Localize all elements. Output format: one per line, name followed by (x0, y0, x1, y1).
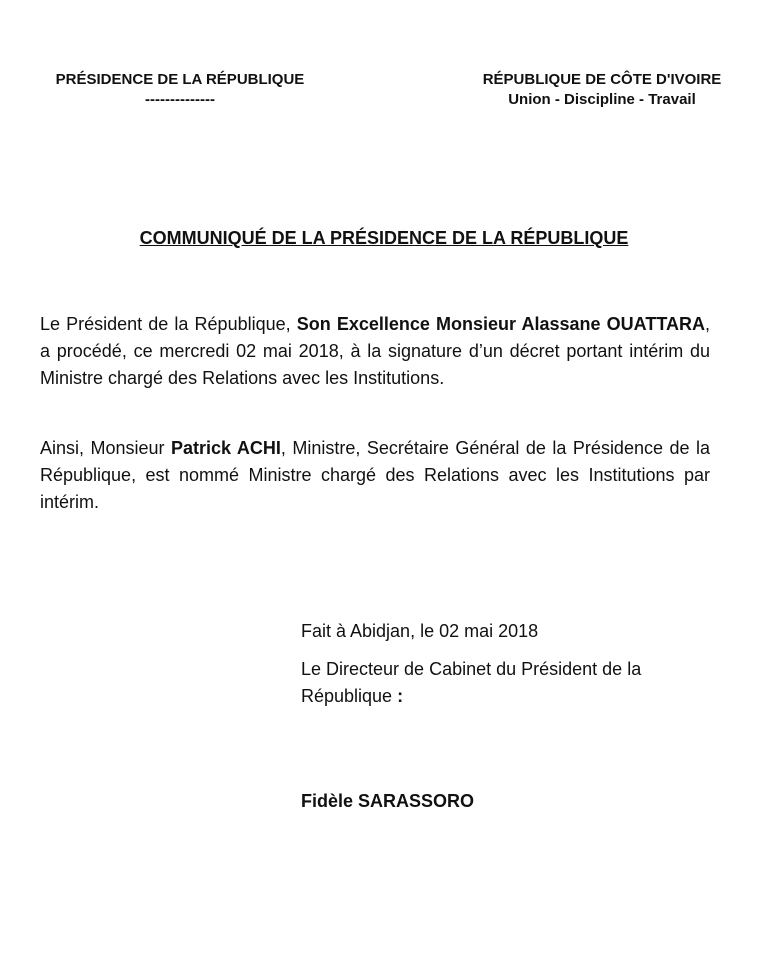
p1-text-b: , a procédé, ce mercredi 02 mai 2018, à la signature d’un décret portant intérim du Ministre chargé des Relations avec les Institutions. (40, 314, 710, 388)
p2-text-b: , Ministre, Secrétaire Général de la Présidence de la République, est nommé Ministre chargé des Relations avec les Institutions par intérim. (40, 438, 710, 512)
signatory-role (301, 656, 721, 710)
communique-title: COMMUNIQUÉ DE LA PRÉSIDENCE DE LA RÉPUBLIQUE (139, 228, 629, 248)
signatory-role-text: Le Directeur de Cabinet du Président de la République (301, 659, 642, 706)
issuer-title: PRÉSIDENCE DE LA RÉPUBLIQUE (55, 71, 305, 88)
p2-text-a: Ainsi, Monsieur (40, 438, 172, 458)
country-header (476, 70, 728, 110)
paragraph-signature-decree (40, 311, 710, 392)
country-title: RÉPUBLIQUE DE CÔTE D'IVOIRE (482, 71, 722, 88)
p1-text-a: Le Président de la République, (40, 314, 297, 334)
issuer-rule: -------------- (145, 91, 215, 108)
paragraph-appointment (40, 435, 710, 516)
signatory-role-colon: : (397, 686, 404, 706)
country-motto: Union - Discipline - Travail (508, 91, 696, 108)
signatory-name: Fidèle SARASSORO (301, 791, 475, 811)
p1-president-name: Son Excellence Monsieur Alassane OUATTARA (296, 314, 705, 334)
issuer-header (40, 70, 320, 110)
place-date: Fait à Abidjan, le 02 mai 2018 (301, 621, 539, 641)
p2-minister-name: Patrick ACHI (171, 438, 281, 458)
